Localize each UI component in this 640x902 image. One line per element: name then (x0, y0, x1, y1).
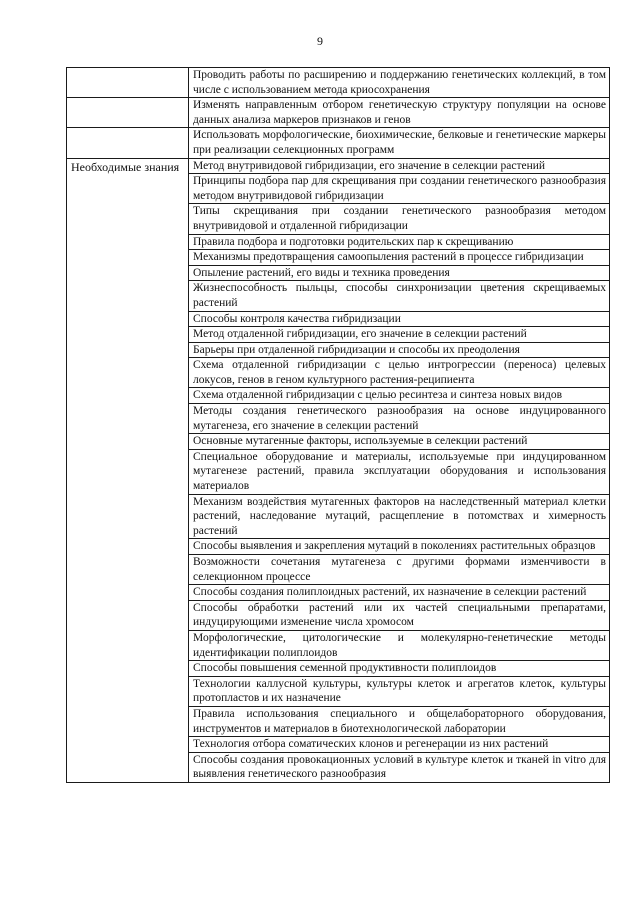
table-row (67, 68, 610, 98)
knowledge-text: Способы создания провокационных условий в культуре клеток и тканей in vitro для выявления генетического разнообразия (189, 752, 610, 782)
empty-label-cell (67, 128, 189, 158)
requirement-text: Проводить работы по расширению и поддержанию генетических коллекций, в том числе с использованием метода криосохранения (189, 68, 610, 98)
table-row (67, 98, 610, 128)
knowledge-text: Методы создания генетического разнообразия на основе индуцированного мутагенеза, его значение в селекции растений (189, 404, 610, 434)
knowledge-text: Возможности сочетания мутагенеза с другими формами изменчивости в селекционном процессе (189, 555, 610, 585)
knowledge-text: Схема отдаленной гибридизации с целью интрогрессии (переноса) целевых локусов, генов в геном культурного растения-реципиента (189, 358, 610, 388)
knowledge-label: Необходимые знания (67, 158, 189, 782)
competency-table (66, 67, 610, 783)
knowledge-text: Жизнеспособность пыльцы, способы синхронизации цветения скрещиваемых растений (189, 281, 610, 311)
knowledge-text: Правила подбора и подготовки родительских пар к скрещиванию (189, 234, 610, 250)
requirement-text: Использовать морфологические, биохимические, белковые и генетические маркеры при реализации селекционных программ (189, 128, 610, 158)
knowledge-text: Специальное оборудование и материалы, используемые при индуцированном мутагенезе растений, правила эксплуатации оборудования и использования материалов (189, 449, 610, 494)
knowledge-text: Основные мутагенные факторы, используемые в селекции растений (189, 434, 610, 450)
knowledge-text: Механизм воздействия мутагенных факторов на наследственный материал клетки растений, наследование мутаций, расщепление в потомствах и химерность растений (189, 494, 610, 539)
knowledge-text: Технология отбора соматических клонов и регенерации из них растений (189, 737, 610, 753)
knowledge-text: Барьеры при отдаленной гибридизации и способы их преодоления (189, 342, 610, 358)
knowledge-text: Технологии каллусной культуры, культуры клеток и агрегатов клеток, культуры протопластов и их назначение (189, 676, 610, 706)
knowledge-text: Морфологические, цитологические и молекулярно-генетические методы идентификации полиплоидов (189, 630, 610, 660)
empty-label-cell (67, 68, 189, 98)
table-row (67, 128, 610, 158)
page-number: 9 (317, 34, 323, 48)
knowledge-text: Правила использования специального и общелабораторного оборудования, инструментов и материалов в биотехнологической лаборатории (189, 706, 610, 736)
knowledge-text: Метод внутривидовой гибридизации, его значение в селекции растений (189, 158, 610, 174)
knowledge-text: Опыление растений, его виды и техника проведения (189, 265, 610, 281)
knowledge-text: Схема отдаленной гибридизации с целью ресинтеза и синтеза новых видов (189, 388, 610, 404)
empty-label-cell (67, 98, 189, 128)
knowledge-text: Способы выявления и закрепления мутаций в поколениях растительных образцов (189, 539, 610, 555)
table-row (67, 158, 610, 174)
knowledge-text: Способы контроля качества гибридизации (189, 311, 610, 327)
knowledge-text: Способы создания полиплоидных растений, их назначение в селекции растений (189, 585, 610, 601)
requirement-text: Изменять направленным отбором генетическую структуру популяции на основе данных анализа маркеров признаков и генов (189, 98, 610, 128)
knowledge-text: Способы повышения семенной продуктивности полиплоидов (189, 661, 610, 677)
knowledge-text: Принципы подбора пар для скрещивания при создании генетического разнообразия методом внутривидовой гибридизации (189, 174, 610, 204)
knowledge-text: Способы обработки растений или их частей специальными препаратами, индуцирующими изменение числа хромосом (189, 600, 610, 630)
knowledge-text: Метод отдаленной гибридизации, его значение в селекции растений (189, 327, 610, 343)
knowledge-text: Механизмы предотвращения самоопыления растений в процессе гибридизации (189, 250, 610, 266)
knowledge-text: Типы скрещивания при создании генетического разнообразия методом внутривидовой и отдаленной гибридизации (189, 204, 610, 234)
